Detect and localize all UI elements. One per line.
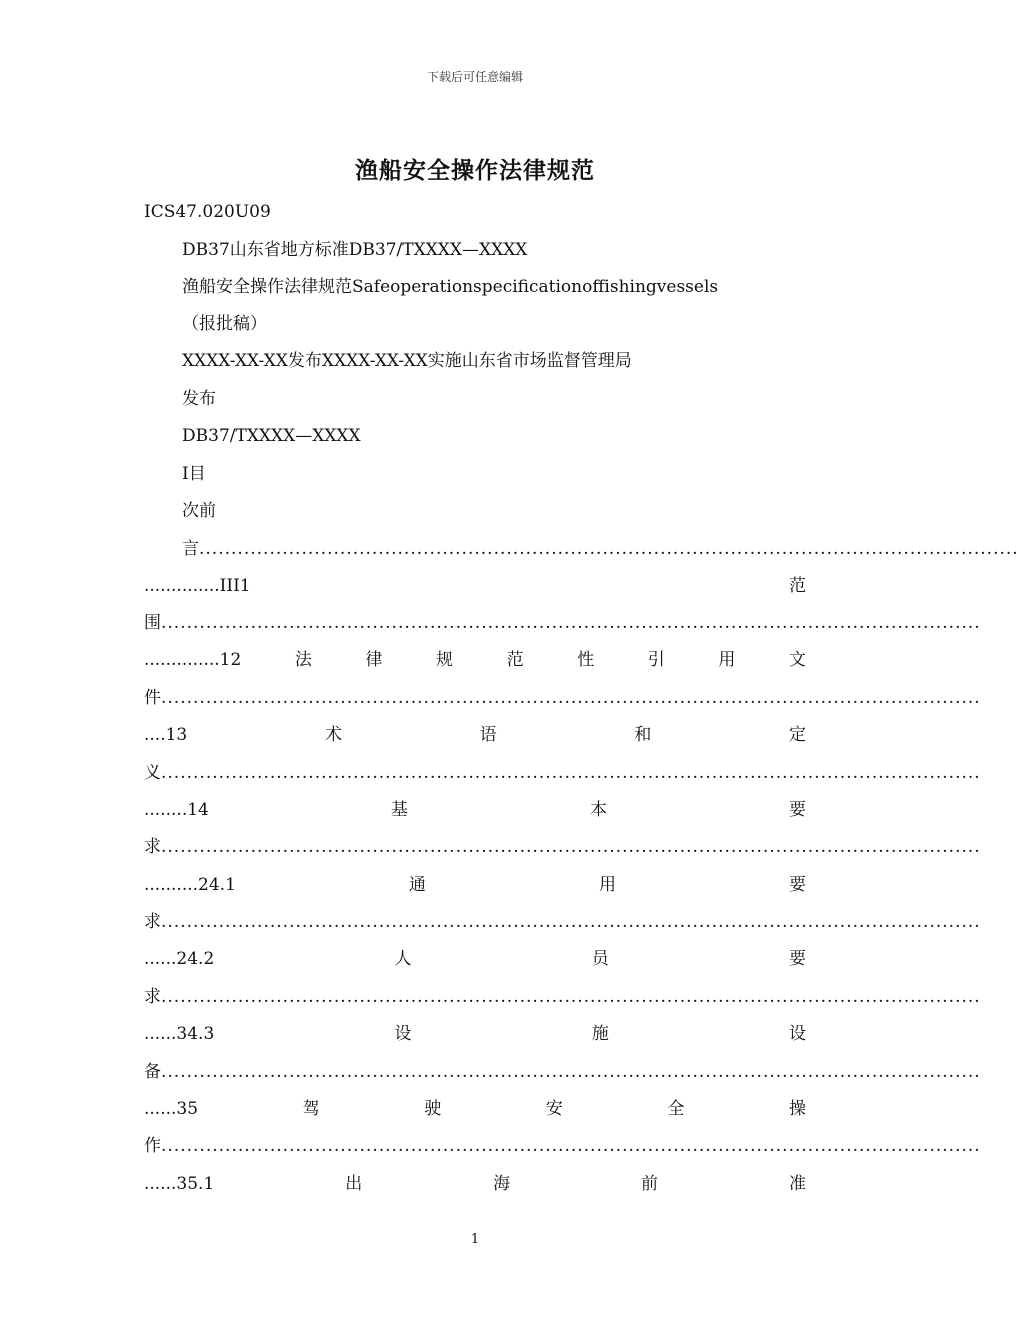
- toc-word: 用: [598, 875, 616, 895]
- toc-dots: ................................................................................................................................: [161, 688, 981, 708]
- toc-row: [144, 761, 981, 785]
- draft-line: （报批稿）: [182, 314, 267, 334]
- toc-word: 操: [788, 1099, 806, 1119]
- toc-word: 要: [788, 949, 806, 969]
- dates-line: XXXX-XX-XX发布XXXX-XX-XX实施山东省市场监督管理局: [182, 351, 632, 371]
- standard-name-line: 渔船安全操作法律规范Safeoperationspecificationoffishingvessels: [182, 277, 719, 297]
- toc-tail: ..............III1: [144, 576, 251, 596]
- toc-lead: 备: [144, 1062, 161, 1082]
- toc-word: 范: [506, 650, 524, 670]
- toc-tail: ......34.3: [144, 1024, 215, 1044]
- standard-line: DB37山东省地方标准DB37/TXXXX—XXXX: [182, 240, 528, 260]
- toc-dots: ................................................................................................................................: [161, 1136, 981, 1156]
- toc-row: [144, 947, 806, 971]
- toc-tail: ..........24.1: [144, 875, 236, 895]
- toc-word: 语: [479, 725, 497, 745]
- toc-word: 驾: [302, 1099, 320, 1119]
- toc-dots: ................................................................................................................................: [161, 613, 981, 633]
- toc-word: 术: [324, 725, 342, 745]
- toc-lead: 求: [144, 912, 161, 932]
- code-line: DB37/TXXXX—XXXX: [182, 426, 361, 446]
- toc-word: 安: [545, 1099, 563, 1119]
- toc-row: [144, 611, 981, 635]
- toc-word: 通: [408, 875, 426, 895]
- toc-lead: 求: [144, 987, 161, 1007]
- toc-lead: 作: [144, 1136, 161, 1156]
- toc-tail: ....13: [144, 725, 188, 745]
- toc-lead: 言: [182, 539, 199, 559]
- toc-lead: 义: [144, 763, 161, 783]
- toc-tail: ......35.1: [144, 1174, 215, 1194]
- toc-word: 范: [789, 576, 806, 596]
- toc-tail: ........14: [144, 800, 209, 820]
- publish-line: 发布: [182, 389, 216, 409]
- toc-dots: ................................................................................................................................: [199, 539, 1019, 559]
- toc-word: 人: [394, 949, 412, 969]
- toc-dots: ................................................................................................................................: [161, 987, 981, 1007]
- toc-row: [182, 537, 1019, 561]
- toc-tail: ..............12: [144, 650, 242, 670]
- toc-word: 准: [788, 1174, 806, 1194]
- toc-heading-b: 次前: [182, 501, 216, 521]
- toc-word: 文: [788, 650, 806, 670]
- toc-row: [144, 798, 806, 822]
- header-note: 下载后可任意编辑: [426, 70, 523, 84]
- toc-row: [144, 648, 806, 672]
- toc-word: 规: [436, 650, 454, 670]
- toc-word: 性: [577, 650, 595, 670]
- toc-row: [144, 1022, 806, 1046]
- toc-lead: 围: [144, 613, 161, 633]
- toc-tail: ......24.2: [144, 949, 215, 969]
- toc-word: 本: [589, 800, 607, 820]
- toc-row: [144, 574, 806, 598]
- toc-word: 法: [294, 650, 312, 670]
- toc-word: 驶: [424, 1099, 442, 1119]
- toc-row: [144, 873, 806, 897]
- toc-lead: 件: [144, 688, 161, 708]
- toc-word: 基: [390, 800, 408, 820]
- toc-row: [144, 1097, 806, 1121]
- toc-word: 海: [493, 1174, 511, 1194]
- toc-word: 前: [641, 1174, 659, 1194]
- toc-row: [144, 910, 981, 934]
- toc-word: 全: [667, 1099, 685, 1119]
- toc-dots: ................................................................................................................................: [161, 912, 981, 932]
- toc-word: 引: [647, 650, 665, 670]
- toc-tail: ......35: [144, 1099, 199, 1119]
- toc-heading-a: I目: [182, 464, 206, 484]
- ics-line: ICS47.020U09: [144, 202, 271, 222]
- toc-word: 出: [345, 1174, 363, 1194]
- document-title: 渔船安全操作法律规范: [355, 158, 595, 184]
- toc-dots: ................................................................................................................................: [161, 1062, 981, 1082]
- toc-dots: ................................................................................................................................: [161, 763, 981, 783]
- toc-dots: ................................................................................................................................: [161, 837, 981, 857]
- toc-word: 要: [788, 875, 806, 895]
- toc-row: [144, 686, 981, 710]
- toc-word: 律: [365, 650, 383, 670]
- toc-word: 定: [789, 725, 806, 745]
- toc-row: [144, 985, 981, 1009]
- page-number: 1: [470, 1232, 480, 1247]
- toc-word: 设: [394, 1024, 412, 1044]
- toc-row: [144, 1134, 981, 1158]
- toc-word: 员: [591, 949, 609, 969]
- toc-row: [144, 835, 981, 859]
- toc-word: 和: [634, 725, 652, 745]
- toc-word: 要: [788, 800, 806, 820]
- toc-word: 用: [718, 650, 736, 670]
- toc-row: [144, 1060, 981, 1084]
- toc-word: 设: [788, 1024, 806, 1044]
- toc-row: [144, 723, 806, 747]
- toc-word: 施: [591, 1024, 609, 1044]
- toc-row: [144, 1172, 806, 1196]
- toc-lead: 求: [144, 837, 161, 857]
